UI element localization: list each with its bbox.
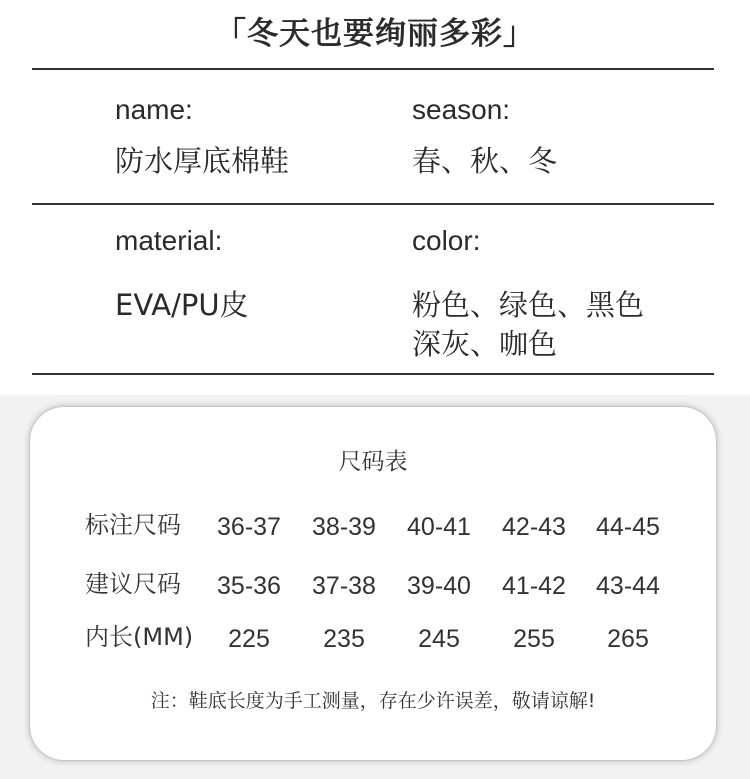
measurement-note: 注：鞋底长度为手工测量，存在少许误差，敬请谅解! (150, 690, 596, 712)
size-cell: 225 (228, 625, 270, 653)
season-value: 春、秋、冬 (412, 144, 558, 178)
size-cell: 38-39 (312, 513, 376, 541)
size-cell: 35-36 (217, 572, 281, 600)
size-cell: 235 (323, 625, 365, 653)
material-label: material: (115, 225, 223, 256)
size-cell: 255 (513, 625, 555, 653)
size-chart-title: 尺码表 (338, 449, 408, 475)
page-title: 「冬天也要绚丽多彩」 (215, 16, 535, 52)
size-cell: 265 (607, 625, 649, 653)
size-cell: 39-40 (407, 572, 471, 600)
row-label-marked-size: 标注尺码 (85, 511, 181, 539)
season-label: season: (412, 94, 511, 125)
divider-middle (32, 203, 714, 205)
name-label: name: (115, 94, 193, 125)
row-label-suggested-size: 建议尺码 (85, 570, 181, 598)
size-cell: 42-43 (502, 513, 566, 541)
material-value: EVA/PU皮 (115, 288, 249, 322)
size-cell: 245 (418, 625, 460, 653)
size-chart-card (30, 407, 716, 760)
size-cell: 44-45 (596, 513, 660, 541)
size-cell: 40-41 (407, 513, 471, 541)
row-label-inner-length: 内长(MM) (85, 623, 194, 651)
color-value-line2: 深灰、咖色 (412, 327, 558, 361)
color-value-line1: 粉色、绿色、黑色 (412, 288, 645, 322)
name-value: 防水厚底棉鞋 (115, 144, 290, 178)
size-cell: 36-37 (217, 513, 281, 541)
color-label: color: (412, 225, 481, 256)
size-cell: 41-42 (502, 572, 566, 600)
divider-bottom (32, 373, 714, 375)
size-cell: 43-44 (596, 572, 660, 600)
divider-top (32, 68, 714, 70)
size-cell: 37-38 (312, 572, 376, 600)
